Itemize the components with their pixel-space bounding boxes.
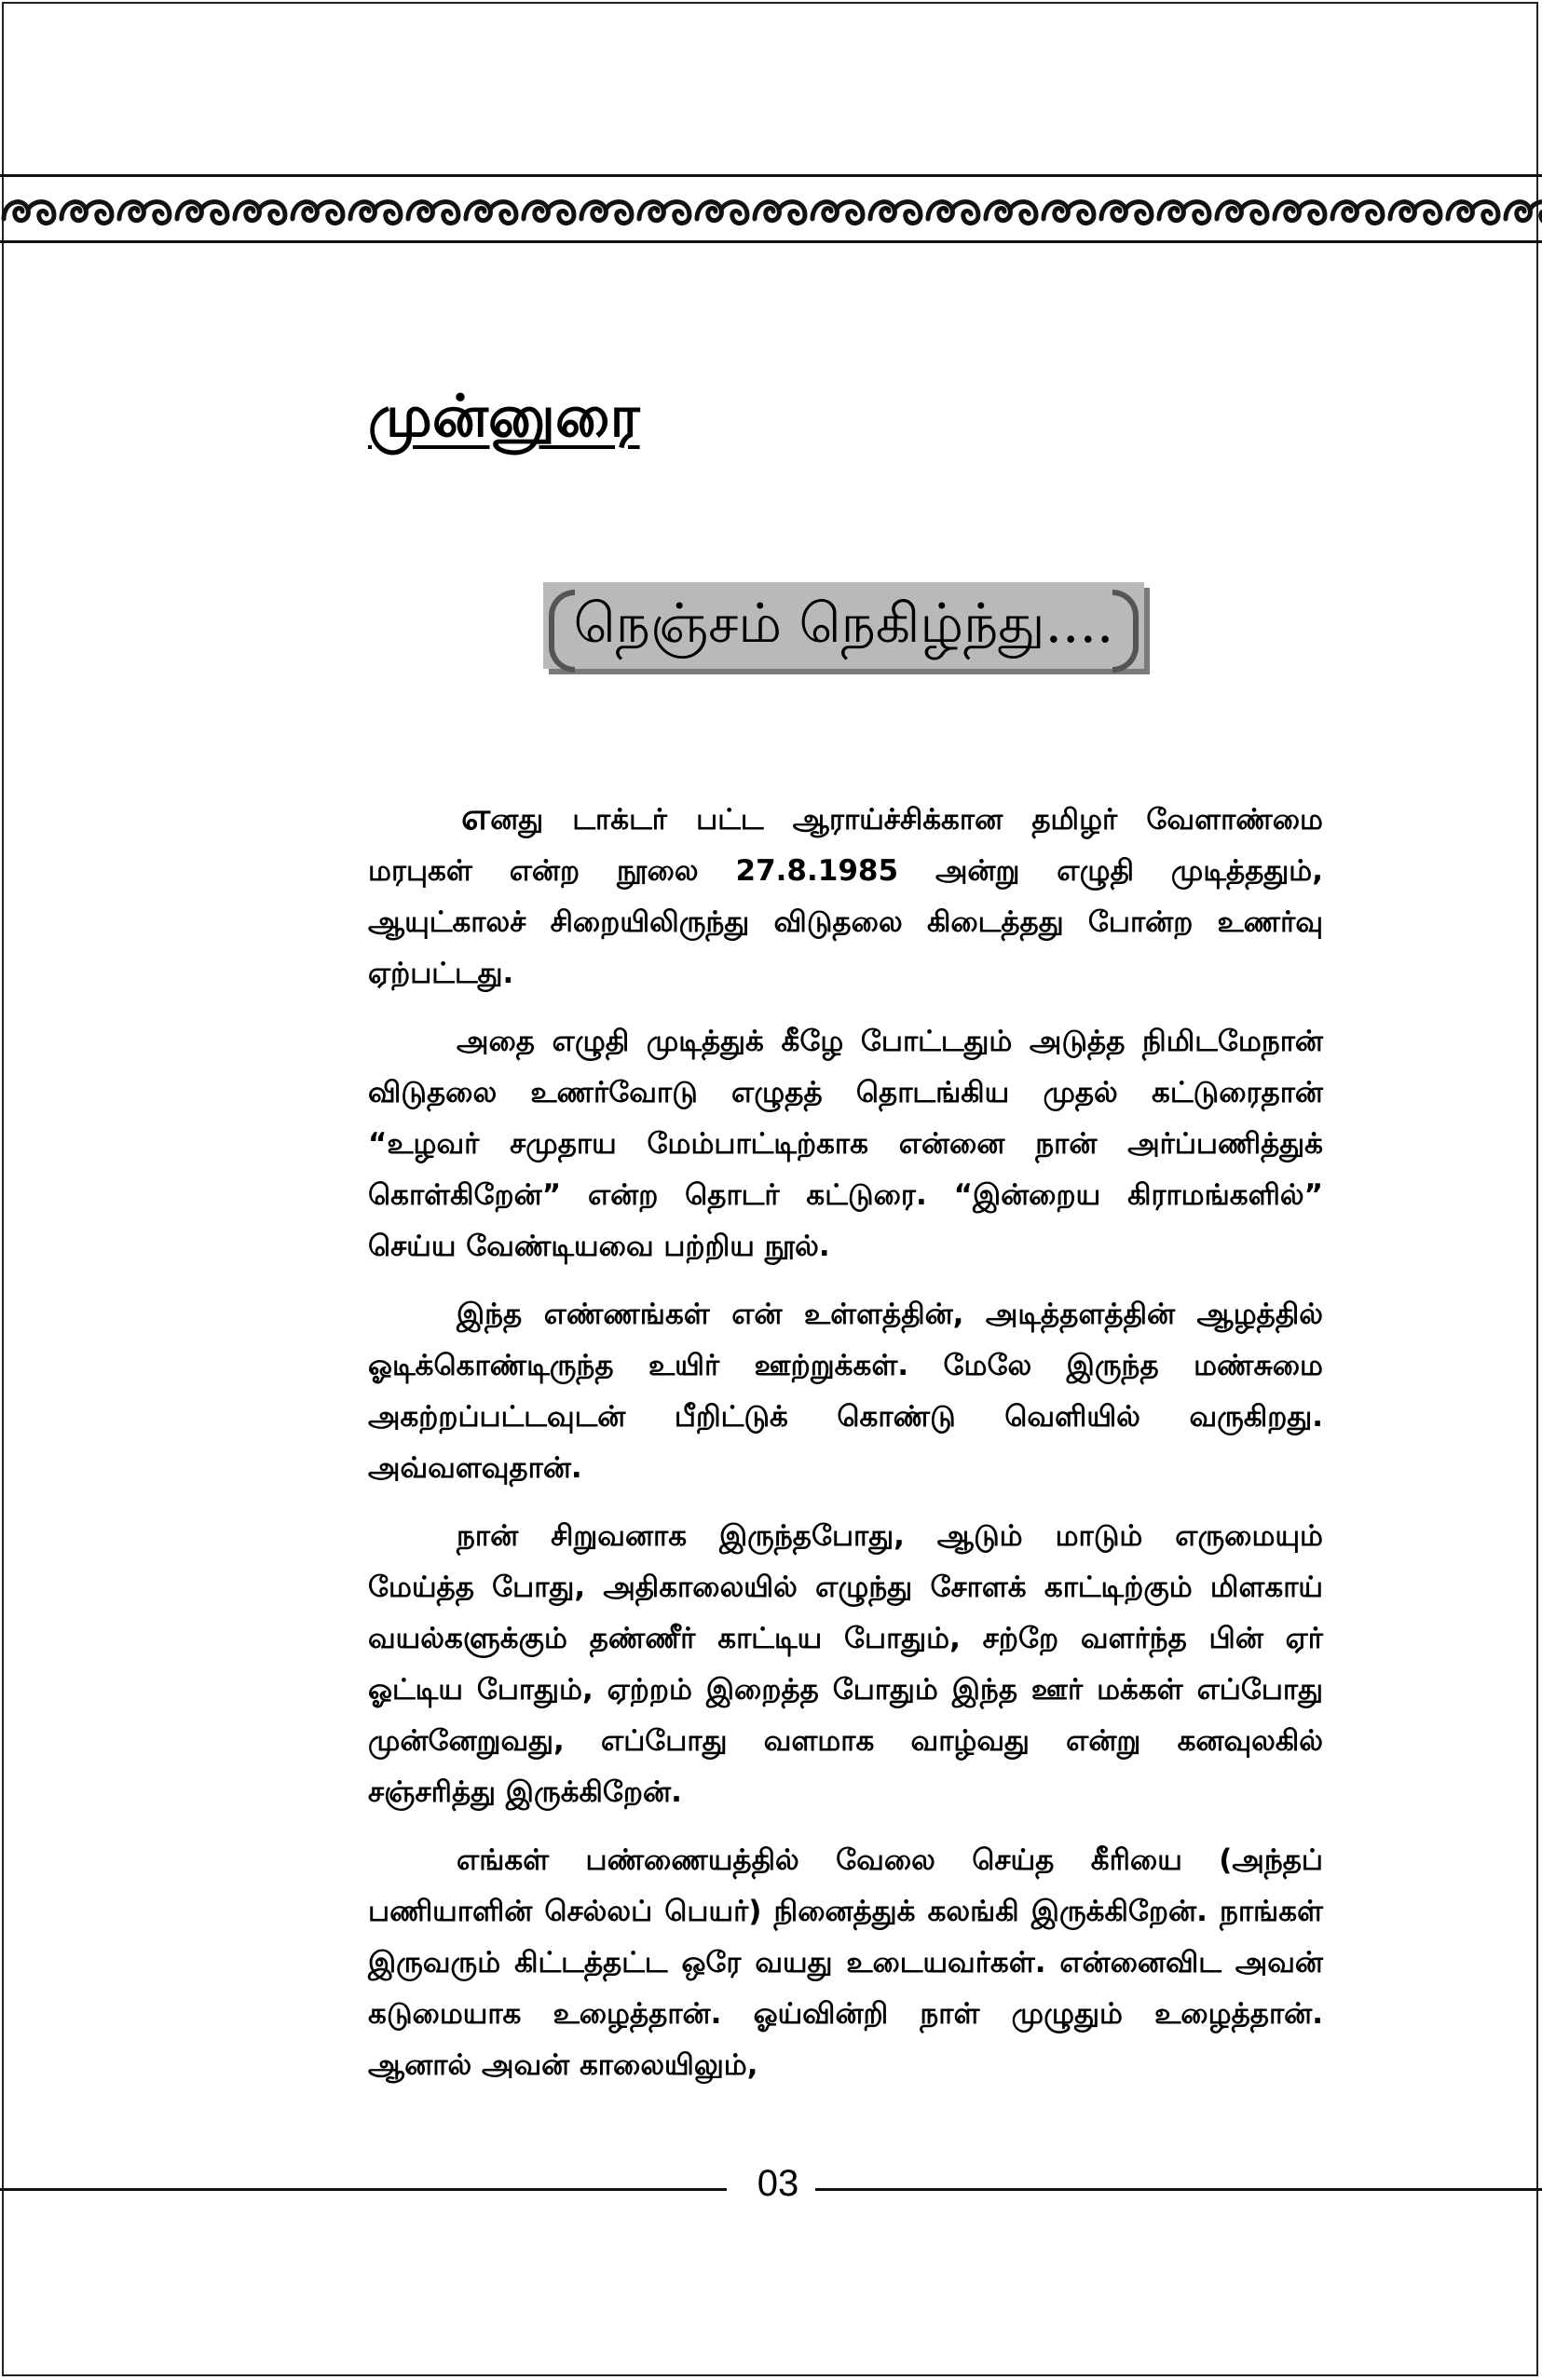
chapter-title: நெஞ்சம் நெகிழ்ந்து.... — [573, 592, 1114, 655]
drop-cap: எ — [461, 796, 491, 838]
paragraph — [368, 1835, 1323, 2091]
paragraph-text: அதை எழுதி முடித்துக் கீழே போட்டதும் அடுத்த நிமிடமேநான் விடுதலை உணர்வோடு எழுதத் தொடங்கிய முதல் கட்டுரைதான் “உழவர் சமுதாய மேம்பாட்டிற்காக என்னை நான் அர்ப்பணித்துக் கொள்கிறேன்” என்ற தொடர் கட்டுரை. “இன்றைய கிராமங்களில்” செய்ய வேண்டியவை பற்றிய நூல். — [368, 1025, 1323, 1263]
body-text — [368, 792, 1323, 2108]
paragraph-text: எங்கள் பண்ணையத்தில் வேலை செய்த கீரியை (அந்தப் பணியாளின் செல்லப் பெயர்) நினைத்துக் கலங்கி இருக்கிறேன். நாங்கள் இருவரும் கிட்டத்தட்ட ஒரே வயது உடையவர்கள். என்னைவிட அவன் கடுமையாக உழைத்தான். ஓய்வின்றி நாள் முழுதும் உழைத்தான். ஆனால் அவன் காலையிலும், — [368, 1843, 1323, 2082]
page-number: 03 — [757, 2163, 799, 2204]
header-rule-bottom — [0, 240, 1542, 243]
bracket-right-icon — [1112, 590, 1139, 673]
ornamental-border — [0, 184, 1542, 239]
section-heading: முன்னுரை — [368, 382, 640, 450]
paragraph — [368, 792, 1323, 1000]
footer-rule-left — [0, 2188, 727, 2191]
ornament-scroll-icon — [0, 184, 1542, 239]
paragraph-text: இந்த எண்ணங்கள் என் உள்ளத்தின், அடித்தளத்தின் ஆழத்தில் ஓடிக்கொண்டிருந்த உயிர் ஊற்றுக்கள். மேலே இருந்த மண்சுமை அகற்றப்பட்டவுடன் பீறிட்டுக் கொண்டு வெளியில் வருகிறது. அவ்வளவுதான். — [368, 1298, 1323, 1485]
paragraph — [368, 1016, 1323, 1272]
paragraph — [368, 1289, 1323, 1494]
chapter-title-box — [543, 582, 1144, 669]
header-rule-top — [0, 174, 1542, 177]
footer-rule-right — [815, 2188, 1542, 2191]
paragraph-text: னது டாக்டர் பட்ட ஆராய்ச்சிக்கான தமிழர் வேளாண்மை மரபுகள் என்ற நூலை 27.8.1985 அன்று எழுதி முடித்ததும், ஆயுட்காலச் சிறையிலிருந்து விடுதலை கிடைத்தது போன்ற உணர்வு ஏற்பட்டது. — [368, 803, 1323, 990]
paragraph-text: நான் சிறுவனாக இருந்தபோது, ஆடும் மாடும் எருமையும் மேய்த்த போது, அதிகாலையில் எழுந்து சோளக் காட்டிற்கும் மிளகாய் வயல்களுக்கும் தண்ணீர் காட்டிய போதும், சற்றே வளர்ந்த பின் ஏர் ஓட்டிய போதும், ஏற்றம் இறைத்த போதும் இந்த ஊர் மக்கள் எப்போது முன்னேறுவது, எப்போது வளமாக வாழ்வது என்று கனவுலகில் சஞ்சரித்து இருக்கிறேன். — [368, 1519, 1323, 1809]
paragraph — [368, 1511, 1323, 1818]
